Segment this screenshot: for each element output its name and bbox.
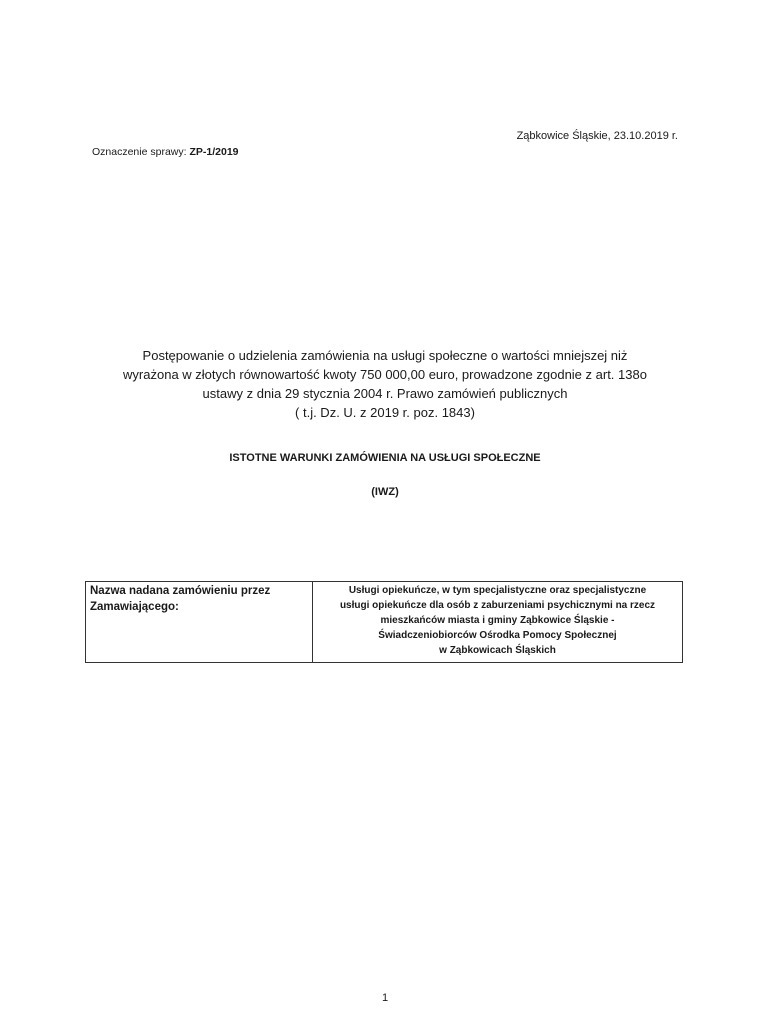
order-name-label: Nazwa nadana zamówieniu przez Zamawiającego: xyxy=(86,582,313,663)
page-number: 1 xyxy=(381,992,389,1004)
order-name-value xyxy=(313,582,683,663)
order-name-line: w Ząbkowicach Śląskich xyxy=(439,645,556,656)
case-reference-label: Oznaczenie sprawy: xyxy=(92,146,190,158)
procedure-line: ( t.j. Dz. U. z 2019 r. poz. 1843) xyxy=(295,405,475,420)
document-title: ISTOTNE WARUNKI ZAMÓWIENIA NA USŁUGI SPOŁECZNE xyxy=(229,452,541,464)
procedure-description xyxy=(100,346,670,422)
case-reference xyxy=(92,146,239,158)
procedure-line: ustawy z dnia 29 stycznia 2004 r. Prawo zamówień publicznych xyxy=(202,386,568,401)
order-name-line: mieszkańców miasta i gminy Ząbkowice Śląskie - xyxy=(380,615,615,626)
procedure-line: wyrażona w złotych równowartość kwoty 750 000,00 euro, prowadzone zgodnie z art. 138o xyxy=(123,367,647,382)
case-reference-value: ZP-1/2019 xyxy=(189,146,239,158)
order-name-table xyxy=(85,581,683,663)
order-name-line: usługi opiekuńcze dla osób z zaburzeniami psychicznymi na rzecz xyxy=(339,600,656,611)
table-row xyxy=(86,582,683,663)
document-abbreviation: (IWZ) xyxy=(371,486,399,498)
procedure-line: Postępowanie o udzielenia zamówienia na usługi społeczne o wartości mniejszej niż xyxy=(142,348,628,363)
order-name-line: Świadczeniobiorców Ośrodka Pomocy Społecznej xyxy=(378,630,617,641)
order-name-line: Usługi opiekuńcze, w tym specjalistyczne oraz specjalistyczne xyxy=(348,585,647,596)
document-date: Ząbkowice Śląskie, 23.10.2019 r. xyxy=(516,130,678,142)
